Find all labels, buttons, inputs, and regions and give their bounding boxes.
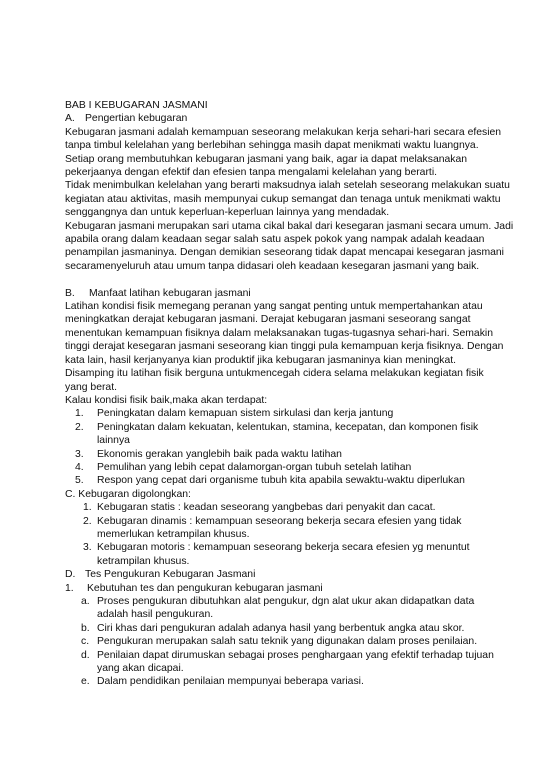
spacer <box>65 273 495 286</box>
section-a-heading <box>65 112 495 125</box>
list-text: Kebugaran motoris : kemampuan seseorang bekerja secara efesien yg menuntut <box>97 542 470 554</box>
list-text: Kebugaran statis : keadan seseorang yangbebas dari penyakit dan cacat. <box>97 502 436 514</box>
paragraph-line: yang berat. <box>65 381 117 393</box>
list-text: yang akan dicapai. <box>97 663 184 675</box>
list-text: Dalam pendidikan penilaian mempunyai beberapa variasi. <box>97 676 364 688</box>
paragraph-line: secaramenyeluruh atau umum tanpa didasari oleh keadaan kesegaran jasmani yang baik. <box>65 260 480 272</box>
list-number: 5. <box>75 475 84 487</box>
section-d-number: D. <box>65 569 76 581</box>
paragraph-line: Tidak menimbulkan kelelahan yang berarti maksudnya ialah setelah seseorang melakukan suatu <box>65 180 510 192</box>
document-title: BAB I KEBUGARAN JASMANI <box>65 100 208 111</box>
paragraph-line: tinggi derajat kesegaran jasmani seseorang kian tinggi pula kemampuan kerja fisiknya. Dengan <box>65 341 504 353</box>
paragraph-line: Kalau kondisi fisik baik,maka akan terdapat: <box>65 394 268 406</box>
list-number: 2. <box>83 515 92 527</box>
paragraph-line: menentukan kemampuan fisiknya dalam melaksanakan tugas-tugasnya sehari-hari. Semakin <box>65 327 493 339</box>
list-text: Proses pengukuran dibutuhkan alat pengukur, dgn alat ukur akan didapatkan data <box>97 596 475 608</box>
paragraph-line: Kebugaran jasmani merupakan sari utama cikal bakal dari kesegaran jasmani secara umum. Jadi <box>65 220 514 232</box>
paragraph-line: apabila orang dalam keadaan segar salah satu aspek pokok yang nampak adalah keadaan <box>65 234 485 246</box>
list-item <box>65 595 495 622</box>
list-number: 2. <box>75 421 84 433</box>
paragraph-line: kata lain, hasil kerjanyanya kian produktif jika kebugaran jasmaninya kian meningkat. <box>65 354 457 366</box>
list-text: memerlukan ketrampilan khusus. <box>97 528 250 540</box>
section-d-heading <box>65 568 495 581</box>
list-text: Pengukuran merupakan salah satu teknik yang digunakan dalam proses penilaian. <box>97 636 478 648</box>
section-b-number: B. <box>65 287 75 299</box>
paragraph-line: senggangnya dan untuk keperluan-keperluan lainnya yang mendadak. <box>65 207 390 219</box>
list-text: ketrampilan khusus. <box>97 555 190 567</box>
list-letter: e. <box>81 676 90 688</box>
list-text: lainnya <box>97 435 130 447</box>
list-item <box>65 635 495 648</box>
section-b-heading <box>65 287 495 300</box>
list-letter: a. <box>81 596 90 608</box>
list-item <box>65 461 495 474</box>
section-a-title: Pengertian kebugaran <box>85 113 188 125</box>
list-number: 1. <box>75 408 84 420</box>
paragraph-line: Setiap orang membutuhkan kebugaran jasmani yang baik, agar ia dapat melaksanakan <box>65 153 468 165</box>
list-text: Pemulihan yang lebih cepat dalamorgan-organ tubuh setelah latihan <box>97 461 412 473</box>
paragraph-line: Kebugaran jasmani adalah kemampuan seseorang melakukan kerja sehari-hari secara efesien <box>65 126 502 138</box>
list-text: Respon yang cepat dari organisme tubuh kita apabila sewaktu-waktu diperlukan <box>97 475 465 487</box>
list-text: Peningkatan dalam kekuatan, kelentukan, stamina, kecepatan, dan komponen fisik <box>97 421 479 433</box>
list-letter: d. <box>81 649 90 661</box>
list-item <box>65 474 495 487</box>
paragraph-line: tanpa timbul kelelahan yang berlebihan sehingga masih dapat menikmati waktu luangnya. <box>65 140 479 152</box>
paragraph-line: Latihan kondisi fisik memegang peranan yang sangat penting untuk mempertahankan atau <box>65 301 483 313</box>
section-b-list <box>65 407 495 487</box>
section-a-body <box>65 126 514 273</box>
list-item <box>65 501 495 514</box>
list-text: adalah hasil pengukuran. <box>97 609 214 621</box>
list-item <box>65 515 495 542</box>
list-item <box>65 649 495 676</box>
list-letter: c. <box>81 636 90 648</box>
paragraph-line: kegiatan atau aktivitas, masih mempunyai cukup semangat dan tenaga untuk menikmati waktu <box>65 193 501 205</box>
list-text: Ciri khas dari pengukuran adalah adanya hasil yang berbentuk angka atau skor. <box>97 622 465 634</box>
subheading-number: 1. <box>65 582 74 594</box>
section-d-title: Tes Pengukuran Kebugaran Jasmani <box>85 569 256 581</box>
list-item <box>65 675 495 688</box>
list-number: 3. <box>75 448 84 460</box>
list-item <box>65 541 495 568</box>
list-text: Peningkatan dalam kemapuan sistem sirkulasi dan kerja jantung <box>97 408 394 420</box>
list-item <box>65 448 495 461</box>
document-page <box>65 99 514 689</box>
section-c-heading: C. Kebugaran digolongkan: <box>65 488 191 500</box>
section-b-title: Manfaat latihan kebugaran jasmani <box>89 287 251 299</box>
subheading-text: Kebutuhan tes dan pengukuran kebugaran jasmani <box>87 582 323 594</box>
section-a-number: A. <box>65 113 75 125</box>
paragraph-line: meningkatkan derajat kebugaran jasmani. Derajat kebugaran jasmani seseorang sangat <box>65 314 471 326</box>
section-d-subheading <box>65 582 495 595</box>
section-c-list <box>65 501 495 568</box>
list-number: 3. <box>83 542 92 554</box>
list-text: Penilaian dapat dirumuskan sebagai proses penghargaan yang efektif terhadap tujuan <box>97 649 494 661</box>
paragraph-line: penampilan jasmaninya. Dengan demikian seseorang tidak dapat mencapai kesegaran jasmani <box>65 247 504 259</box>
section-d-list <box>65 595 495 689</box>
paragraph-line: pekerjaanya dengan efektif dan efesien tanpa mengalami kelelahan yang berarti. <box>65 167 438 179</box>
list-number: 1. <box>83 502 92 514</box>
list-item <box>65 407 495 420</box>
paragraph-line: Disamping itu latihan fisik berguna untukmencegah cidera selama melakukan kegiatan fisik <box>65 368 484 380</box>
list-item <box>65 622 495 635</box>
list-item <box>65 421 495 448</box>
list-text: Ekonomis gerakan yanglebih baik pada waktu latihan <box>97 448 342 460</box>
list-letter: b. <box>81 622 90 634</box>
section-b-body <box>65 300 504 407</box>
list-text: Kebugaran dinamis : kemampuan seseorang bekerja secara efesien yang tidak <box>97 515 462 527</box>
list-number: 4. <box>75 461 84 473</box>
